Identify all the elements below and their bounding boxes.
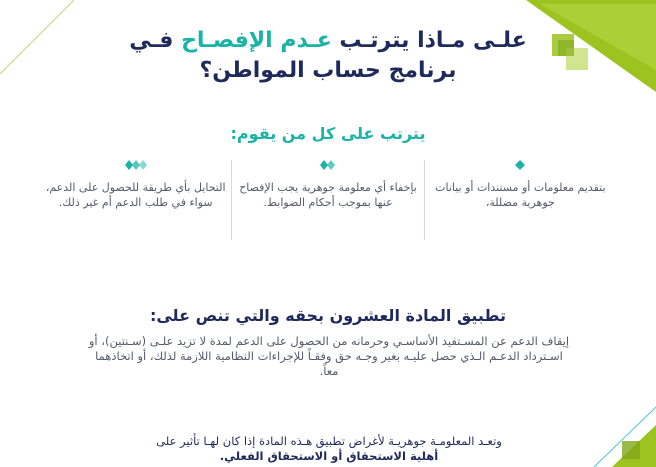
consequences-subtitle: يترتب على كل من يقوم:	[230, 124, 426, 143]
consequence-item	[40, 160, 232, 240]
consequence-text: بتقديم معلومات أو مستندات أو بيانات جوهرية مضللة،	[435, 181, 606, 209]
consequence-text: التحايل بأي طريقة للحصول على الدعم، سواء في طلب الدعم أم غير ذلك.	[45, 181, 226, 209]
consequence-item	[425, 160, 616, 240]
title-line-1: علـى مـاذا يترتـب عـدم الإفصـاح فـي	[129, 28, 527, 53]
double-diamond-icon	[232, 160, 423, 172]
consequence-text: بإخفاء أي معلومة جوهرية يجب الإفصاح عنها بموجب أحكام الضوابط.	[239, 181, 417, 209]
page-title	[0, 26, 656, 86]
triple-diamond-icon	[40, 160, 231, 172]
consequences-list	[40, 160, 616, 240]
footer-line-2: أهلية الاستحقاق أو الاستحقاق الفعلي.	[219, 449, 439, 463]
footer-line-1: وتعـد المعلومـة جوهريـة لأغراض تطبيق هـذه المادة إذا كان لهـا تأثير على	[156, 434, 502, 448]
corner-shape-decoration	[586, 397, 656, 467]
article-title: تطبيق المادة العشرون بحقه والتي تنص على:	[149, 306, 507, 325]
title-highlight: عـدم الإفصـاح	[181, 28, 332, 53]
consequence-item	[232, 160, 424, 240]
title-line-2: برنامج حساب المواطن؟	[199, 58, 457, 83]
footer-note	[88, 434, 570, 464]
article-body: إيقاف الدعم عن المسـتفيد الأساسـي وحرمانه من الحصول على الدعم لمدة لا تزيد علـى (سـنتين)، أو اسـترداد الدعـم الـذي حصل عليـه بغير وجـه حق وفقـاً للإجراءات النظامية اللازمة لذلك، أو اتخاذهما معاً.	[88, 334, 570, 378]
diamond-icon	[425, 160, 616, 172]
